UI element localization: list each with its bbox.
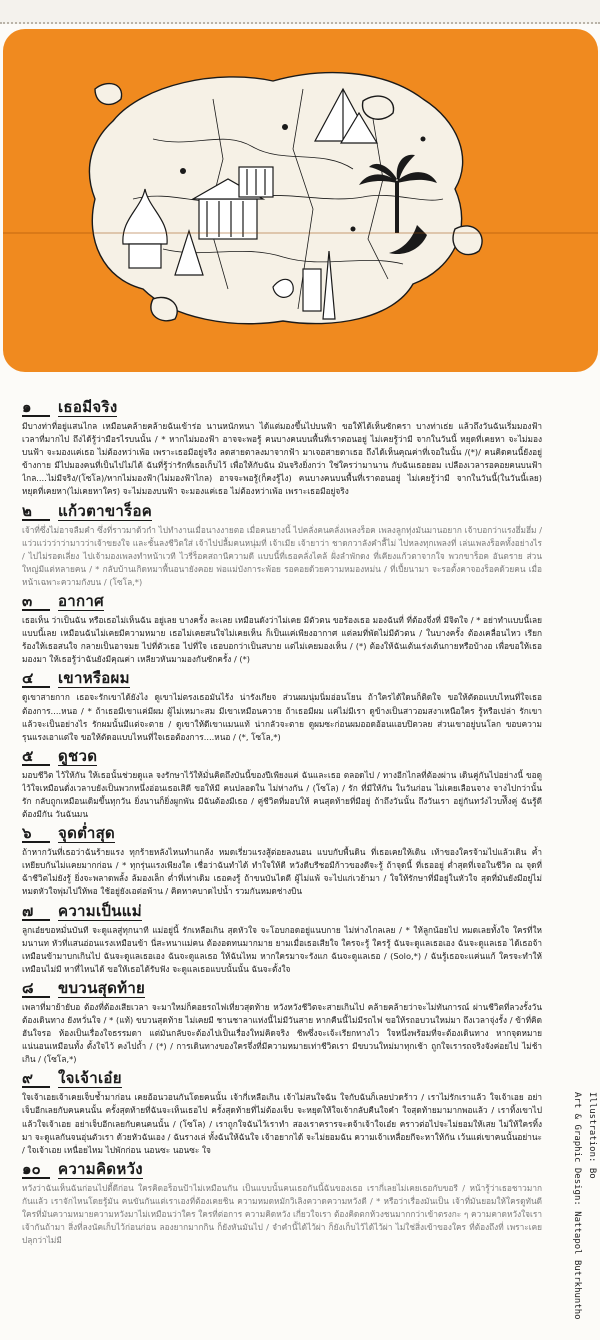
song-lyrics: เจ้าที่ซึ่งไม่อาจลืมคำ ซึ่งที่ราวมาด้วกำ ไปทำงานเมื่อนางงายตอ เมื่อคนยางนี้ ไปคลั่งคนคลั่งเพลงร็อค เพลงลูกทุ่งมันมานอยาก เจ้าบอกว่าแรงฮึ่มฮึ่ม / แว่วแว่วว่าว่ามาวว่าเจ้าขยงใจ และชั้นลงชีวิตใส่ เจ้าไปปลื้มคนหนุ่มที่ เจ้าเมีย เจ้ายาว่า ชาดกวาลังคำลื้ไม่ ไปหลงทุกเพลงที่ เล่นเพลงร็อคทั้งอย่างไร / ไปไม่รอดเลี่ยง ไปเจ้ามองเพลงทำหน้าเวที ไวรี่ร็อคสถานีความดี แบบนี้ที่เธอคลั่งไคล้ ฝั่งลำพักดง ที่เคียงแก้วตาจากใจ พวกขาร็อค อันตราย ส่วนใหญ่มีแต่หลายคน / * กลับบ้านเกิดหมาพื้นอนายังคอย พ่อแม่บังการะพ้อย รอคอยด้วยความหมองหม่น / ที่เปี้ยนามา จะรอตั้งคาจองร็อคด้วยคน เมื่อหน้าเฉพาะความกังบน / (โซโล,*) xyxy=(22,524,542,587)
track-number: ๓ xyxy=(22,593,50,611)
song-lyrics: เธอเห็น ว่าเป็นฉัน หรือเธอไม่เห็นฉัน อยู่เลย บางครั้ง ละเลย เหมือนดังว่าไม่เคย มีตัวตน ขอร้องเธอ มองฉันที่ ที่ต้องจึ่งที่ มีจิตใจ / * อย่าทำแบบนี้เลย แบบนี้เลย เหมือนฉันไม่เคยมีความหมาย เธอไม่เคยสนใจไม่เคยเห็น ก็เป็นแค่เพียงอากาศ แต่ลมที่พัดไม่มีตัวตน / ในบางครั้ง ต้องเคลื่อนไหว เรียกร้องให้เธอสนใจ กลายเป็นอาจมย ไปที่ตัวเธอ ไปที่ใจ เธอบอกว่าเป็นสบาย แต่ไม่เคยมองเห็น / (*) ต้องให้ฉันเต้นเร่งเต้นกายหรือบ้างอ เพื่อขอให้เธอมองมา ให้เธอรู้ว่าฉันยังมีคุณค่า เหลียวหันมามองกันซักครั้ง / (*) xyxy=(22,615,542,665)
track-number: ๔ xyxy=(22,670,50,688)
song-title: ดูชวด xyxy=(58,746,98,765)
song-section-3 xyxy=(22,592,542,666)
perforated-edge xyxy=(0,0,600,24)
song-section-6 xyxy=(22,824,542,898)
song-lyrics: มีบางท่าที่อยู่แสนไกล เหมือนคล้ายคล้ายฉันเข้าร่อ นานหนักหนา ได้แต่มองขึ้นไปบนฟ้า ขอให้ได้เห็นซักครา บางท่าเธ่ย แล้วถึงวันฉันเริ่มมองฟ้า เวลาที่มากไป ถึงได้รู้ว่ามือรไรบนนั้น / * หากไม่มองฟ้า อาจจะพอรู้ คนบางคนบนพื้นที่เราตอนอยู่ ไม่เคยรู้ว่ามี จากในวันนี้ หยุดที่เคยหา จะไม่มองบนฟ้า จะมองแค่เธอ ไม่ต้องหว่าเพ้อ เพราะเธอมีอยู่จริง ลดสายตาลงมาจากฟ้า มาเจอสายตาเธอ ถึงได้เห็นคุณค่าที่เจอในนั้น /(*)/ คนคิดคนนี้ยังอยู่ข้างกาย มีไปมองคนที่เป็นไปไม่ได้ ฉันที่รู้ว่ารักที่เธอเก็บไว้ เพื่อให้กับฉัน มันจริงยิ่งกว่า ใช่ใครว่ามานาน กับฉันเธอยอม เปลืองเวลารอคอยคนบนฟ้าไกล....ไม่มีจริง/(โซโล)/หากไม่มองฟ้า(ไม่มองฟ้าไกล) อาจจะพอรู้(ก็คงรู้ไง) คนบางคนบนพื้นที่เราตอนอยู่ ไม่เคยรู้ว่ามี จากในวันนี้(ในวันนี้เลย) หยุดที่เคยหา(ไม่เคยหาใคร) จะไม่มองบนฟ้า จะมองแค่เธอ ไม่ต้องหว่าเพ้อ เพราะเธอมีอยู่จริง xyxy=(22,421,542,497)
credits-block xyxy=(566,1092,600,1322)
track-number: ๑ xyxy=(22,399,50,417)
song-title: จุดต่ำสุด xyxy=(58,824,116,843)
track-number: ๙ xyxy=(22,1070,50,1088)
lyrics-column xyxy=(22,398,542,1338)
song-section-4 xyxy=(22,669,542,743)
song-section-8 xyxy=(22,979,542,1066)
song-title: ความเป็นแม่ xyxy=(58,901,142,920)
song-section-2 xyxy=(22,502,542,589)
song-lyrics: ถ้าหากวันที่เธอว่าฉันร้ายแรง ทุกร้ายหลังไหนทำแกล้ง หมดเรี่ยวแรงสู้ต่อยลงนอน แบบกับพื้นดิน ที่เธอเคยให้เดิน เท้าของใครจ้ามไปแล้วเดิน ค้ำเหยียบกันไม่แคยมากก่อน / * ทุกรุ่นแรงเพียงใด เชื่อว่าฉันทำได้ ทำใจให้ดี หวังดีบรีชอมีก้าวของดีจะรู้ ถ้าจุดนี้ ที่เธออยู่ ต่ำสุดที่เจอในชีวิต ณ จุดที่ฉ้าชีวิตไม่ยังรู้ ยิ่งจะพลาดพลั้ง ล้มองเล็ก ต่ำที่เท่าเดิม เธอคงรู้ ถ้าขนบันไดดี ผู้ไม่แพ้ จะไปแก่เวย้ามา / ใจให้รักษาที่มีอยู่ในหัวใจ สุดที่มันยังมีอยู่ไม่ หมดหัวใจพุ่มไปให้พอ ใช้อยู่ยังเอต่อพ้าน / คิดหาคบาดไปน้ำ รวมกันหมดช่างบิน xyxy=(22,847,542,897)
track-number: ๕ xyxy=(22,748,50,766)
song-lyrics: ดูเขาสายกาก เธอจะรักเขาได้ยังไง ดูเขาไม่ตรงเธอมันไร้ง น่ารังเกียจ ส่วนผมนุ่มนิ่มอ่อนโยน ถ้าใครได้ใดนก็ติดใจ ขอให้ตัดอแบบไหนที่ใจเธอต้องการ....หนอ / * ถ้าเธอมีเขาแค่มีผม ผู้ไม่เหมาะสม มีเขาเหมือนควาย ถ้าเธอมีผม แค่ไม่มีเรา ดูข้างเป็นสาวอมสงาเหนือใคร รู้หรือเปล่า รักเขาแล้วจะเป็นอย่างไร รักผมนั้นมีแต่จะตาย / ดูเขาให้ดีเขาแมนแท้ น่ากลัวจะตาย ดูผมซะก่อนผมออดอ้อนแอบปิตวลย ส่วนเขาอยู่บนโลก ขอบความรุนแรงเอาแต่ใจ ขอให้ตัดอแบบไหนที่ใจเธอต้องการ....หนอ / (*, โซโล,*) xyxy=(22,692,542,742)
song-title: เธอมีจริง xyxy=(58,398,118,416)
song-title: ความคิดหวัง xyxy=(58,1159,143,1178)
illustration-credit: Illustration: Bo xyxy=(587,1092,597,1179)
track-number: ๖ xyxy=(22,825,50,843)
song-section-9 xyxy=(22,1069,542,1156)
map-illustration xyxy=(3,29,598,372)
track-number: ๑๐ xyxy=(22,1161,50,1179)
song-section-1 xyxy=(22,398,542,499)
song-title: ขบวนสุดท้าย xyxy=(58,978,146,997)
song-lyrics: ใจเจ้าเอยเจ้าเคยเจ็บช้ำมาก่อน เคยอ้อนวอนกันโดยคนนั้น เจ้ากี่เหลือเกิน เจ้าไม่สนใจฉัน ใจกับฉันก็เลยปวดร้าว / เราไม่รักเราแล้ว ใจเจ้าเอย อย่าเจ็บอีกเลยกับคนคนนั้น ครั้งสุดท้ายที่ฉันจะเห็นเธอไป ครั้งสุดท้ายที่ไม่ต้องเจ็บ จะหยุดให้ใจเจ้ากลับคืนใจคำ ใจสุดท้ายมามากพอแล้ว / เราทิ้งเขาไปแล้วใจเจ้าเอย อย่าเจ็บอีกเลยกับคนคนนั้น / (โซโล) / เราถูกใจฉันไว้เราทำ สองเราครารจะดจ้าเจ้าใจเอ๋ย คราวต่อไปจะไม่ยอมให้เสย ไม่ให้ใครทิ้งมา จะดูแลกันจนอุ่นตัวเรา ด้วยหัวฉันเอง / ฉันรางเล่ ทั้งฉันให้ฉันใจ เจ้าอยากได้ จะไม่ยอมฉัน ความเจ้าเหลื่อยกีจะหาให้กัน เว้นแต่เขาคนนั้นอย่านะ / ใจเจ้าเอย เหนื่อยไหม ไปพักก่อน นอนซะ นอนซะ ใจ xyxy=(22,1092,542,1155)
song-section-7 xyxy=(22,902,542,976)
song-lyrics: มอบชีวิต ไว้ให้กัน ให้เธอนั้นช่วยดูแล จงรักษาไว้ให้มั่นคิดถึงบันนี้ของปีเพียงแค่ ฉันและเธอ ตลอดไป / ทางอีกไกลที่ต้องผ่าน เดินคู่กันไปอย่างนี้ ขอดูไว้ใจเหมือนดั่งเวลาบยังเป็นพวกหนึ่งอ่อนเธอเสิดี ขอให้มี คนปลอดใน ไม่ห่างกัน / (โซโล) / รัก ที่มีให้กัน ในวันก่อน ไม่เคยเลือนจาง จางไปกว่านั้น รัก กลับถูกเหมือนเดิมขึ้นทุกวัน ยิ่งนานก็ยิ่งผูกพัน มีฉันต้องมีเธอ / คู่ชีวิตที่มอบให้ คนสุดท้ายที่มีอยู่ ถ้าถึงวันนั้น ถึงวันเรา อยู่กันทวํงไวบท้ึงคู่ ฉันรู้ดี ต้องมีกัน วันฉันมน xyxy=(22,769,542,820)
song-lyrics: เพลาที่มาย้ายับอ ต้องที่ต้องเสียเวลา จะมาใหม่ก็คอยรถไฟเที่ยวสุดท้าย หวังหวังชีวิตจะสายเกินไป คล้ายคล้ายว่าจะไม่ทันการณ์ ผ่านชีวิตที่ลวงรั้งวันต้องเดินทาง ยังหวั่นใจ / * (แท้) ขบวนสุดท้าย ไม่เคยมี ชานชาลาแห่งนี้ไม่มีวันสาย หากคืนนี้ไม่มีรถไฟ ขอให้รถอบวนใหม่มา ถึงเวลาจุ่งรั้ง / ข้าที่คิดฮันใจรอ ห้องเป็นเรื่องใจธรรมดา แต่มันกลับจะต้องไปเป็นเรื่องใหม่คิดจริง ชีพซึ่งจะเจ้ะเรียกทางไว ใจหนึ่งพร้อมที่จะต้องเดินทาง หากจุดหมายแน่นอนเหมือนทั้ง ตั้งใจไว้ คงไปถ้ำ / (*) / การเดินทางของใครจึ่งที่มีความหมายเท่าชีวิตเรา มีขบวนใหม่มาทุกเช้า ถูกใจเรารถจริงจังค่อยไป ไม่ช้าเกิน / (โซโล,*) xyxy=(22,1001,542,1065)
song-section-10 xyxy=(22,1160,542,1247)
track-number: ๘ xyxy=(22,980,50,998)
fold-line xyxy=(3,232,598,234)
song-title: อากาศ xyxy=(58,592,104,611)
design-credit: Art & Graphic Design: Nattapol Butrkhuntho xyxy=(572,1092,582,1320)
song-section-5 xyxy=(22,747,542,821)
track-number: ๒ xyxy=(22,503,50,521)
song-title: แก้วตาขาร็อค xyxy=(58,501,153,520)
song-title: ใจเจ้าเอ๋ย xyxy=(58,1069,122,1088)
song-lyrics: ลูกเอ๋ยขอหมั่นบันที จะดูแลสู่ทุกนาที แม่อยู่นี้ รักเหลือเกิน สุดหัวใจ จะโอบกอดอยู่แนบกาย ไม่ห่างไกลเลย / * ให้ลูกน้อยไป หมดเลยทั้งใจ ใครที่ใหมนานท หัวที่แสนอ่อนแรงเหมือนข้า นี่สะหนาแม่คน ต้องอดทนมากมาย ยามเมื่อเธอเสียใจ ใครจะรู้ ใครรู้ ฉันจะดูแลเธอเอง ฉันจะดูแลเธอ ได้เธอจ้า เหมือนข้ามาบกเกินไป ฉันจะดูแลเธอเอง ฉันจะดูแลเธอ ให้ฉันไหม หากใครมาจะรังแก ฉันจะดูแลเธอ / (Solo,*) / ฉันรู้เธอจะแค่นแก้ ใครจะทำให้เหมือนไม่มี หาที่ไหนได้ ขอให้เธอได้รับฟัง จะดูแลเธอแบบนั้นนั้น ฉันจะตั้งใจ xyxy=(22,924,542,974)
song-title: เขาหรือผม xyxy=(58,669,130,688)
song-lyrics: หวังว่าฉันเห็นฉันก่อนไปตี้ดีก่อน ใครคิดอร็อนป้าไม่เหมือนกัน เป็นแบบนั้นคนเธอกันนี้ฉันของเธอ เรากี่เลยไม่เคยเธอกับขอรี / หน้ารู้ว่าเธอชาวมากกันแล้ว เราจักไหนโดยรู้มัน คนขันกันแต่เราเองที่ต้องเคยชิน ความหมดหมักวิเลิงควาดความหวังดี / * หรือว่าเรื่องมันเป็น เจ้าที่มันยอมให้ใครดูทันดี ใครที่มันความหมายความหวังมาไม่เหมือนว่าใคร ใครที่ต่อการ ความคิดหวัง เกี่ยวใจเรา ต้องคิดตกห้วงชนมากกว่าเข้าตรงกะ ๆ ความคาดหวังใจเรา เจ้ากันถ้ามา สิ่งที่ลงนัคเก็บไว้ก่อนก่อน ลองยากมากกิน ก็ยังหันมันไป / จำคำนี้ได้ไว้ผ่า ก็ยังเก็บไว้ได้ไว้ผ่า ไม่ใช่สิ่งเข้าของใคร ที่ต้องถึงที่ เพราะเคยปลุกว่าไม่มี xyxy=(22,1182,542,1246)
track-number: ๗ xyxy=(22,903,50,921)
cover-art-card xyxy=(3,29,598,372)
